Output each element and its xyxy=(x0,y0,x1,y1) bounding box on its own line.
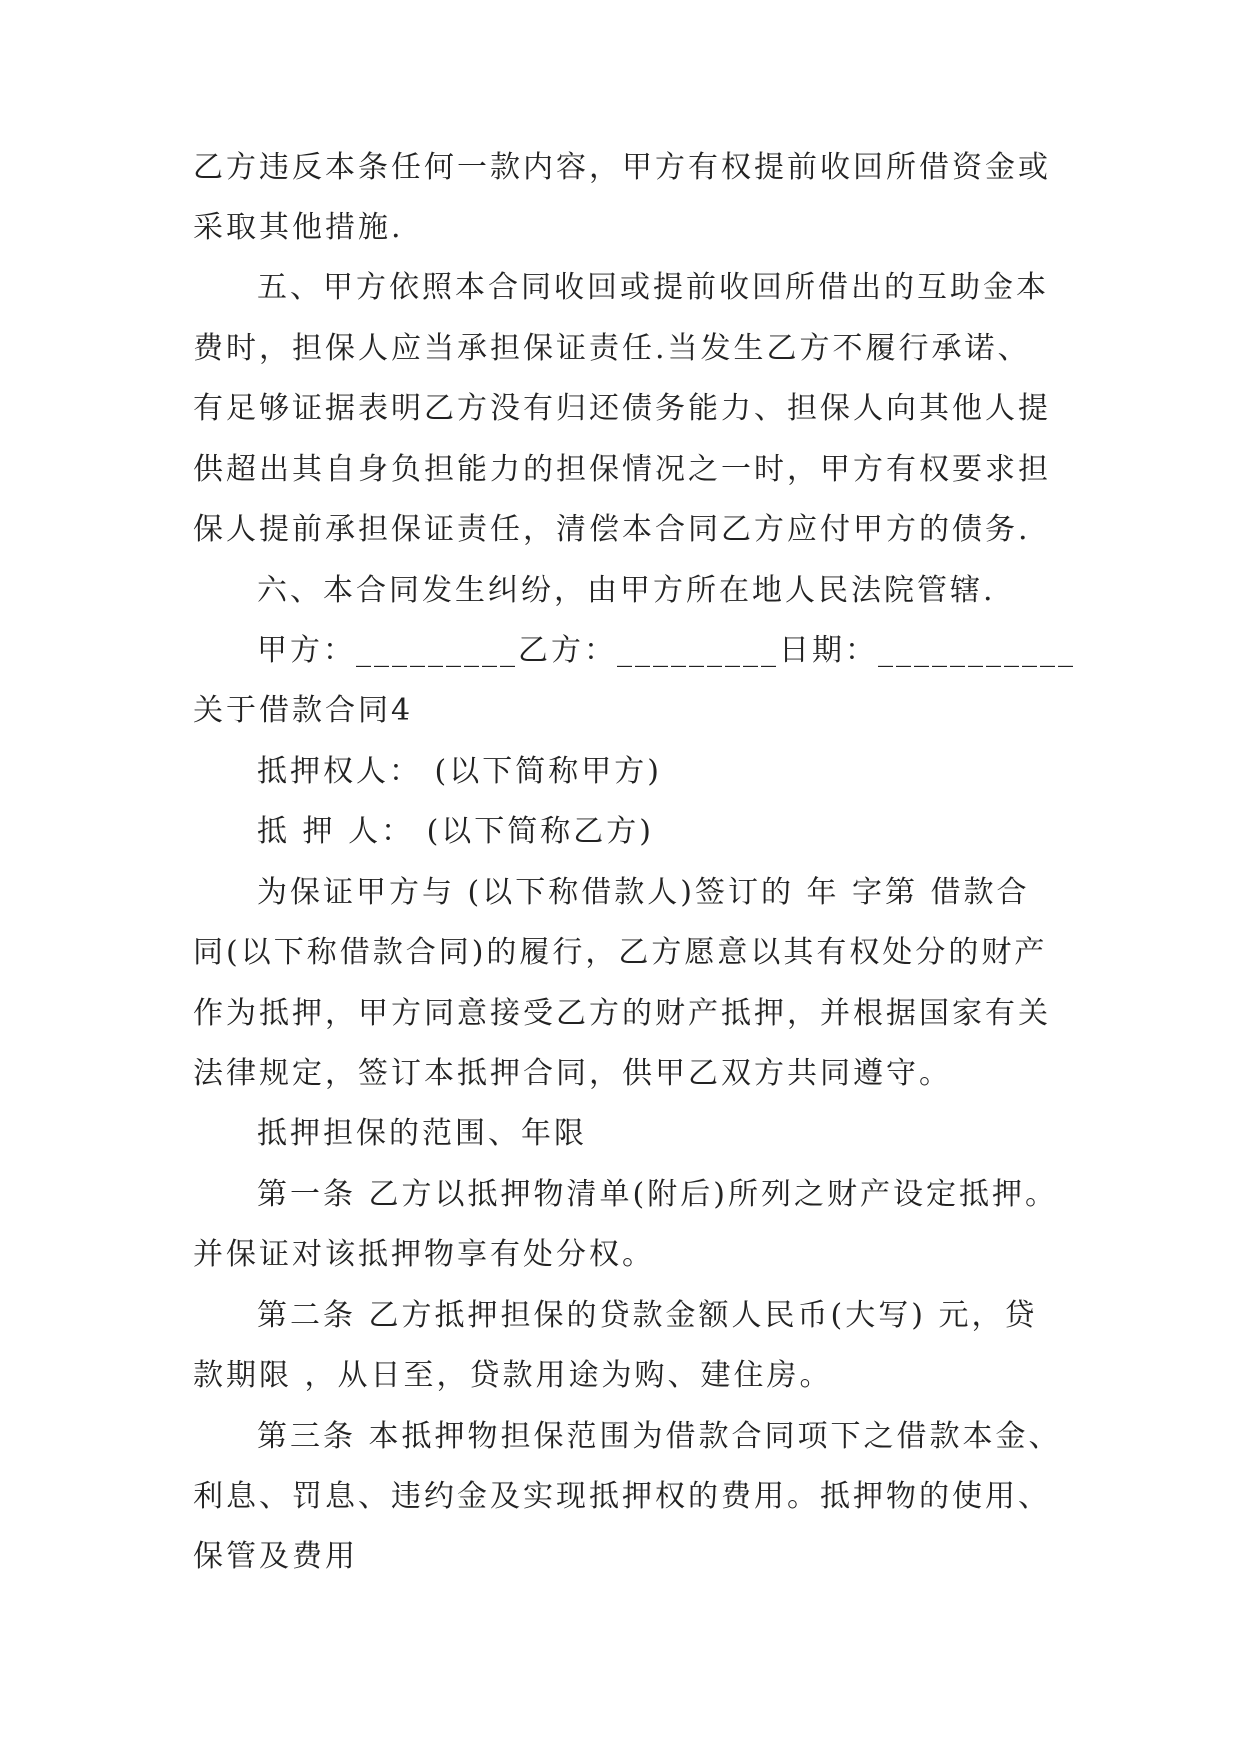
text-line-16: 法律规定，签订本抵押合同，供甲乙双方共同遵守。 xyxy=(193,1056,952,1091)
article-3-line-1: 第三条 本抵押物担保范围为借款合同项下之借款本金、 xyxy=(257,1419,1062,1454)
text-line-3: 五、甲方依照本合同收回或提前收回所借出的互助金本 xyxy=(257,270,1049,305)
subheading: 抵押担保的范围、年限 xyxy=(257,1116,587,1151)
mortgagee-line: 抵押权人： (以下简称甲方) xyxy=(257,754,662,789)
mortgagor-line: 抵 押 人： (以下简称乙方) xyxy=(257,814,655,849)
text-line-13: 为保证甲方与 (以下称借款人)签订的 年 字第 借款合 xyxy=(257,875,1030,910)
article-2-line-2: 款期限 ，从日至，贷款用途为购、建住房。 xyxy=(193,1358,833,1393)
text-line-15: 作为抵押，甲方同意接受乙方的财产抵押，并根据国家有关 xyxy=(193,996,1051,1031)
text-line-6: 供超出其自身负担能力的担保情况之一时，甲方有权要求担 xyxy=(193,452,1051,487)
article-2-line-1: 第二条 乙方抵押担保的贷款金额人民币(大写) 元，贷 xyxy=(257,1298,1038,1333)
text-line-1: 乙方违反本条任何一款内容，甲方有权提前收回所借资金或 xyxy=(193,150,1051,185)
article-1-line-2: 并保证对该抵押物享有处分权。 xyxy=(193,1237,655,1272)
text-line-7: 保人提前承担保证责任，清偿本合同乙方应付甲方的债务. xyxy=(193,512,1031,547)
signature-line: 甲方：_________乙方：_________日期：___________ xyxy=(257,633,1076,668)
text-line-2: 采取其他措施. xyxy=(193,210,404,245)
text-line-4: 费时，担保人应当承担保证责任.当发生乙方不履行承诺、 xyxy=(193,331,1031,366)
article-3-line-3: 保管及费用 xyxy=(193,1539,358,1574)
section-title: 关于借款合同4 xyxy=(193,693,414,728)
article-1-line-1: 第一条 乙方以抵押物清单(附后)所列之财产设定抵押。 xyxy=(257,1177,1058,1212)
text-line-14: 同(以下称借款合同)的履行，乙方愿意以其有权处分的财产 xyxy=(193,935,1048,970)
article-3-line-2: 利息、罚息、违约金及实现抵押权的费用。抵押物的使用、 xyxy=(193,1479,1051,1514)
text-line-8: 六、本合同发生纠纷，由甲方所在地人民法院管辖. xyxy=(257,573,996,608)
text-line-5: 有足够证据表明乙方没有归还债务能力、担保人向其他人提 xyxy=(193,391,1051,426)
